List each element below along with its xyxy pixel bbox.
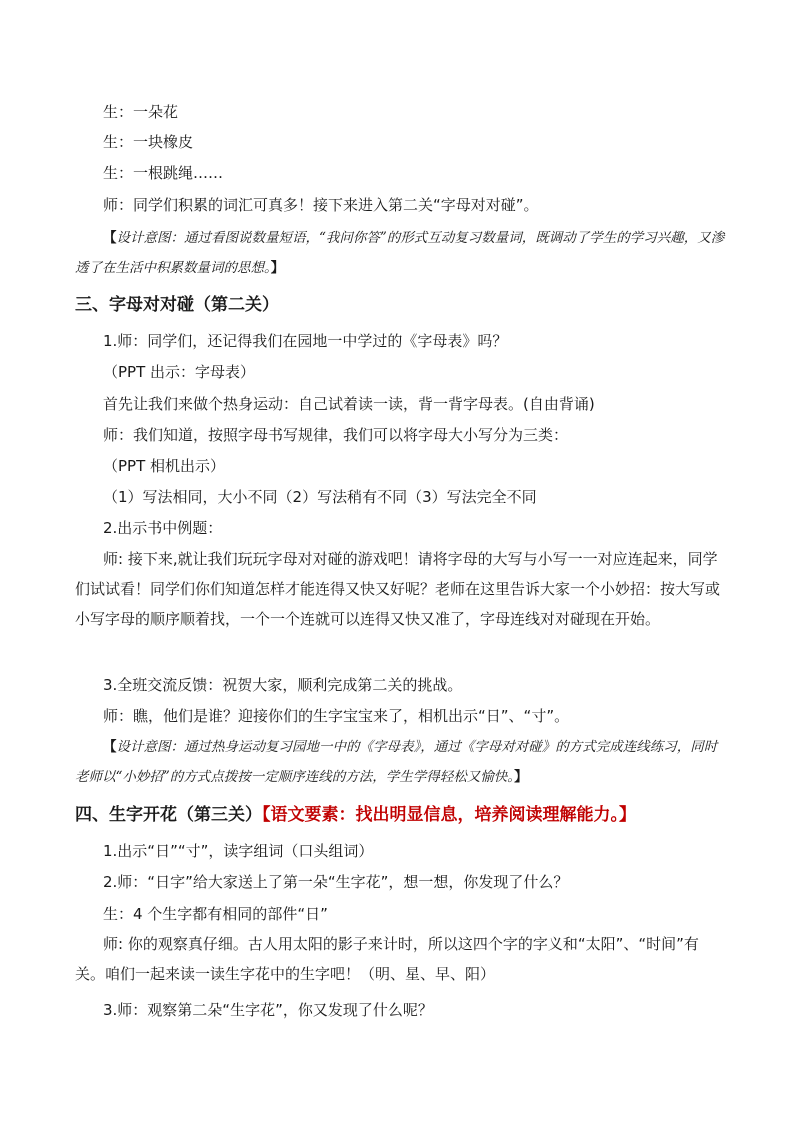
note-bracket-open: 【 (103, 230, 117, 246)
text-line: （PPT 出示：字母表） (103, 363, 256, 381)
text-line: 2.出示书中例题： (103, 519, 223, 537)
text-line: （PPT 相机出示） (103, 457, 226, 475)
heading-title: 四、生字开花（第三关） (75, 805, 262, 825)
text-line: 1.师：同学们，还记得我们在园地一中学过的《字母表》吗？ (103, 332, 508, 350)
text-line: 师：同学们积累的词汇可真多！接下来进入第二关“字母对对碰”。 (103, 196, 539, 214)
note-text: 设计意图：通过看图说数量短语，“我问你答”的形式互动复习数量词，既调动了学生的学习兴趣，又渗透了在生活中积累数量词的思想。 (75, 230, 725, 276)
text-line: 师：瞧，他们是谁？迎接你们的生字宝宝来了，相机出示“日”、“寸”。 (103, 707, 570, 725)
text-line: （1）写法相同，大小不同（2）写法稍有不同（3）写法完全不同 (103, 488, 537, 506)
text-line: 3.全班交流反馈：祝贺大家，顺利完成第二关的挑战。 (103, 676, 463, 694)
paragraph: 师: 接下来,就让我们玩玩字母对对碰的游戏吧！请将字母的大写与小写一一对应连起来，同学们试试看！同学们你们知道怎样才能连得又快又好呢？老师在这里告诉大家一个小妙招：按大写或小写字母的顺序顺着找，一个一个连就可以连得又快又准了，字母连线对对碰现在开始。 (75, 550, 721, 628)
text-line: 生：一块橡皮 (103, 133, 194, 151)
note-bracket-close: 】 (270, 260, 285, 276)
text-line: 生：4 个生字都有相同的部件“日” (103, 905, 328, 923)
design-intent-note (75, 732, 725, 792)
note-bracket-open: 【 (103, 739, 117, 755)
text-line: 1.出示“日”“寸”，读字组词（口头组词） (103, 842, 374, 860)
text-line: 2.师：“日字”给大家送上了第一朵“生字花”，想一想，你发现了什么？ (103, 873, 569, 891)
design-intent-note (75, 223, 725, 283)
note-text: 设计意图：通过热身运动复习园地一中的《字母表》，通过《字母对对碰》的方式完成连线练习，同时老师以“小妙招”的方式点拨按一定顺序连线的方法，学生学得轻松又愉快。 (75, 739, 718, 785)
note-bracket-close: 】 (514, 769, 528, 785)
section-heading-4 (75, 803, 725, 827)
text-line: 生：一根跳绳…… (103, 164, 224, 182)
text-line: 首先让我们来做个热身运动：自己试着读一读，背一背字母表。(自由背诵) (103, 395, 595, 413)
text-line: 生：一朵花 (103, 103, 179, 121)
text-line: 师：我们知道，按照字母书写规律，我们可以将字母大小写分为三类： (103, 426, 569, 444)
text-line: 3.师：观察第二朵“生字花”，你又发现了什么呢？ (103, 1001, 433, 1019)
heading-language-element: 【语文要素：找出明显信息，培养阅读理解能力。】 (262, 805, 636, 825)
paragraph: 师: 你的观察真仔细。古人用太阳的影子来计时，所以这四个字的字义和“太阳”、“时间”有关。咱们一起来读一读生字花中的生字吧！（明、星、早、阳） (75, 935, 699, 983)
section-heading-3: 三、字母对对碰（第二关） (75, 295, 279, 315)
